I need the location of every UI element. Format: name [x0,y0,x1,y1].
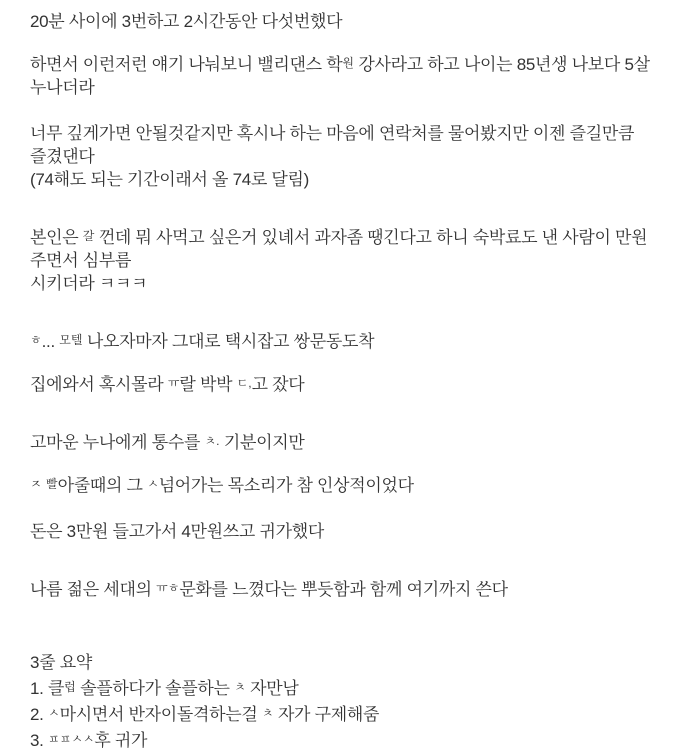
obfuscated-glyph: 갈 [82,229,95,243]
obfuscated-glyph: ㄷ, [236,376,252,390]
text-segment: 고마운 누나에게 통수를 [30,433,205,452]
obfuscated-glyph: 모텔 [59,333,83,347]
text-segment: ... [41,332,60,351]
text-segment: 2. [30,705,49,724]
text-segment: 문화를 느꼈다는 뿌듯함과 함께 여기까지 쓴다 [179,580,508,599]
post-paragraph-10 [30,577,688,601]
post-paragraph-6 [30,372,688,396]
text-segment: 돈은 3만원 들고가서 4만원쓰고 귀가했다 [30,522,324,541]
post-paragraph-1 [30,10,688,33]
text-segment: 1. 클 [30,679,65,698]
text-segment: 껀데 뭐 사먹고 싶은거 있녜서 과자좀 땡긴다고 하니 숙박료도 낸 사람이 만원 주면서 심부름 [30,228,648,270]
text-segment: 시키더라 ㅋㅋㅋ [30,274,148,293]
summary-line-2 [30,702,688,726]
text-segment: 마시면서 반자이돌격하는걸 [59,705,262,724]
text-segment: 넘어가는 목소리가 참 인상적이었다 [158,476,414,495]
obfuscated-glyph: ㅊ [234,680,246,694]
summary-line-3 [30,728,688,752]
text-segment: 후 귀가 [94,731,148,750]
post-paragraph-9 [30,520,688,543]
obfuscated-glyph: 럽 [64,680,76,694]
text-segment: 강사라고 하고 나이는 85년생 나보다 5살 누나더라 [30,55,650,97]
summary-title [30,651,688,674]
obfuscated-glyph: ㅠ [167,376,180,390]
obfuscated-glyph: ㅊ. [204,434,220,448]
text-segment: 솔플하다가 솔플하는 [75,679,235,698]
text-segment: 너무 깊게가면 안될것같지만 혹시나 하는 마음에 연락처를 물어봤지만 이젠 즐길만큼 즐겼댄다 [30,124,635,166]
text-segment: 기분이지만 [219,433,305,452]
post-paragraph-8 [30,473,688,497]
summary-line-1 [30,676,688,700]
obfuscated-glyph: ㅍㅍㅅㅅ [48,732,95,746]
post-paragraph-4 [30,225,688,295]
text-segment: 하면서 이런저런 얘기 나눠보니 밸리댄스 학 [30,55,343,74]
text-segment: 자만남 [245,679,299,698]
obfuscated-glyph: ㅊ [261,706,274,720]
post-paragraph-3 [30,122,688,191]
obfuscated-glyph: ㅅ [147,477,159,491]
obfuscated-glyph: ㅅ [48,706,60,720]
obfuscated-glyph: 빨 [46,477,58,491]
text-segment: 나오자마자 그대로 택시잡고 쌍문동도착 [82,332,375,351]
text-segment: 20분 사이에 3번하고 2시간동안 다섯번했다 [30,12,343,31]
text-segment: 3. [30,731,49,750]
text-segment: 집에와서 혹시몰라 [30,375,168,394]
text-segment: 아줄때의 그 [57,476,148,495]
obfuscated-glyph: 원 [342,56,354,70]
text-segment: 랄 박박 [179,375,237,394]
text-segment: 고 잤다 [251,375,305,394]
obfuscated-glyph: ㅠㅎ [156,581,180,595]
obfuscated-glyph: ㅈ [30,477,42,491]
text-segment: 본인은 [30,228,83,247]
obfuscated-glyph: ㅎ [30,333,42,347]
text-segment: 나름 젊은 세대의 [30,580,157,599]
post-paragraph-2 [30,52,688,99]
post-paragraph-7 [30,430,688,454]
text-segment: 3줄 요약 [30,653,92,672]
post-paragraph-5 [30,329,688,353]
text-segment: 자가 구제해줌 [273,705,380,724]
text-segment: (74해도 되는 기간이래서 올 74로 달림) [30,170,310,189]
